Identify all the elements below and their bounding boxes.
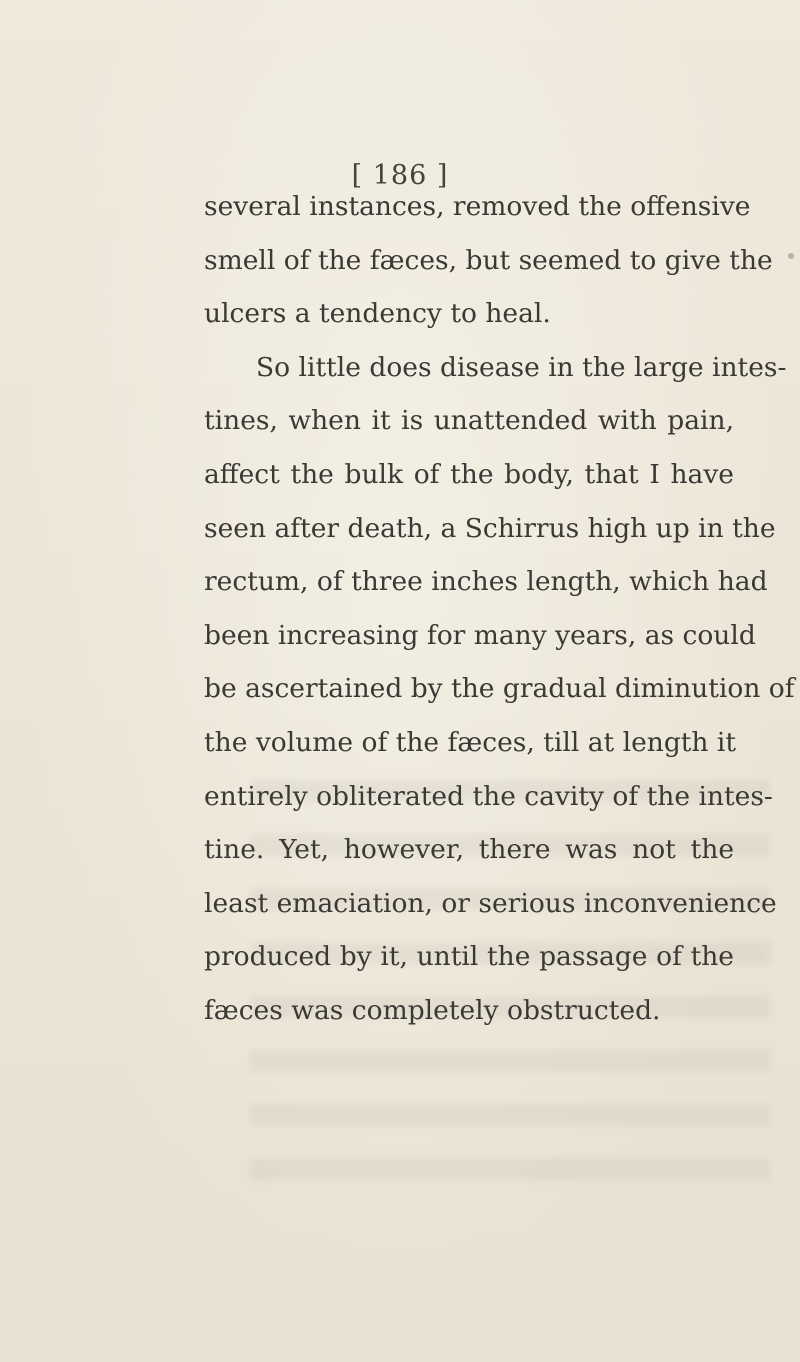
paragraph-start-line: So little does disease in the large intes- (256, 351, 787, 383)
text-line: ulcers a tendency to heal. (204, 298, 551, 330)
text-line: the volume of the fæces, till at length it (204, 726, 737, 758)
text-line: smell of the fæces, but seemed to give the (204, 244, 773, 276)
page-number: [ 186 ] (351, 160, 449, 191)
text-line: rectum, of three inches length, which had (204, 566, 768, 598)
paper-fleck (788, 253, 794, 259)
text-line: tine. Yet, however, there was not the (204, 834, 734, 866)
text-line: produced by it, until the passage of the (204, 941, 734, 973)
text-line: several instances, removed the offensive (204, 191, 751, 222)
text-line: entirely obliterated the cavity of the intes- (204, 780, 773, 812)
text-line: seen after death, a Schirrus high up in the (204, 512, 776, 544)
body-text (204, 180, 795, 1038)
text-line: affect the bulk of the body, that I have (204, 458, 734, 490)
text-line: least emaciation, or serious inconvenience (204, 887, 777, 919)
text-line: tines, when it is unattended with pain, (204, 405, 734, 437)
text-line: been increasing for many years, as could (204, 619, 756, 651)
text-line: be ascertained by the gradual diminution of (204, 673, 795, 705)
text-line: fæces was completely obstructed. (204, 994, 661, 1026)
